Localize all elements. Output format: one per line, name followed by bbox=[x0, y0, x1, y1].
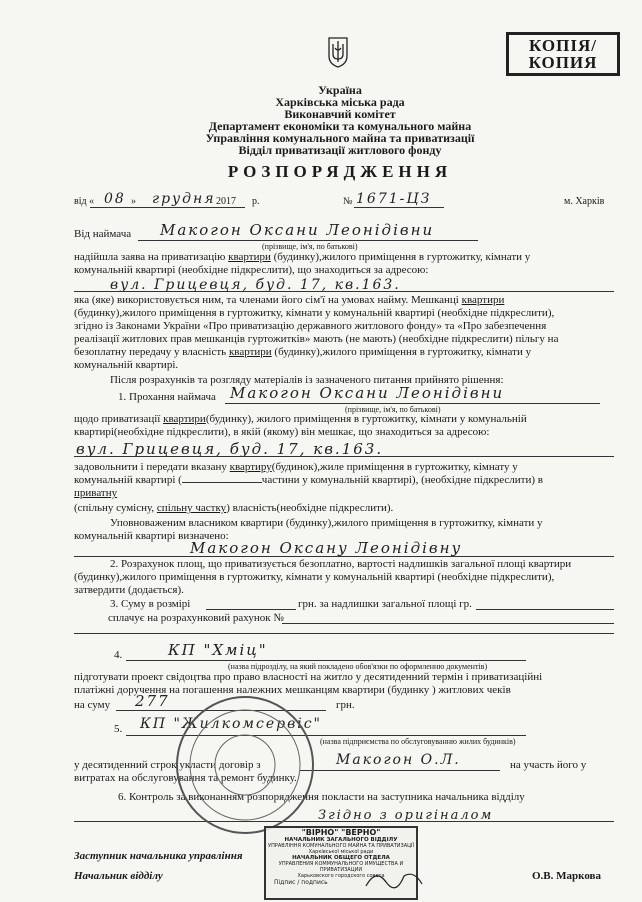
p13b: частини у комунальній квартирі), (необхідне підкреслити) в bbox=[261, 474, 543, 486]
p23: підготувати проект свідоцтва про право власності на житло у десятиденний термін і приватизаційні bbox=[74, 671, 543, 683]
paragraph-transfer bbox=[74, 461, 614, 515]
item1-hint: (прізвище, ім'я, по батькові) bbox=[345, 405, 441, 414]
p7b: квартири bbox=[228, 346, 272, 358]
p15c: ) власність(необхідне підкреслити). bbox=[226, 502, 394, 514]
header-line-department: Департамент економіки та комунального майна bbox=[208, 119, 472, 133]
p20: затвердити (додається). bbox=[74, 584, 184, 596]
p7c: (будинку),жилого приміщення в гуртожитку, кімнати у bbox=[271, 346, 532, 358]
verno-line4: Харківської міської ради bbox=[308, 849, 374, 855]
date-prefix: від « bbox=[74, 196, 95, 207]
p18: 2. Розрахунок площ, що приватизується безоплатно, вартості надлишків загальної площі квартири bbox=[110, 558, 572, 570]
org2: КП "Жилкомсервіс" bbox=[140, 716, 322, 732]
date-year: 2017 bbox=[216, 196, 236, 207]
header-line-council: Харківська міська рада bbox=[275, 95, 405, 109]
signature-head: Начальник відділу bbox=[74, 870, 163, 882]
p10c: (будинку), жилого приміщення в гуртожитку, кімнати у комунальній bbox=[205, 413, 527, 425]
fio-hint: (прізвище, ім'я, по батькові) bbox=[262, 242, 358, 251]
p5: згідно із Законами України «Про приватизацію державного житлового фонду» та «Про забезпечення bbox=[74, 320, 547, 332]
copy-stamp-line2: КОПИЯ bbox=[528, 53, 598, 72]
verno-line1: "ВІРНО" "ВЕРНО" bbox=[301, 828, 381, 837]
verno-line2: НАЧАЛЬНИК ЗАГАЛЬНОГО ВІДДІЛУ bbox=[284, 837, 398, 843]
item4-label: 4. bbox=[114, 649, 123, 661]
decision-intro: Після розрахунків та розгляду матеріалів із зазначеного питання прийнято рішення: bbox=[110, 374, 504, 386]
p19: (будинку),жилого приміщення в гуртожитку, кімнати у комунальній квартирі (необхідне підкреслити), bbox=[74, 571, 555, 583]
p14: приватну bbox=[74, 487, 118, 499]
date-day: 08 bbox=[104, 191, 126, 207]
sum-currency: грн. bbox=[336, 699, 355, 711]
paragraph-item1 bbox=[74, 413, 614, 439]
p24: платіжні доручення на погашення належних мешканцям квартири (будинку ) житлових чеків bbox=[74, 684, 511, 696]
p12a: задовольнити і передати вказану bbox=[74, 461, 230, 473]
date-year-suffix: р. bbox=[252, 196, 260, 207]
signature-deputy: Заступник начальника управління bbox=[74, 850, 243, 862]
verno-line6: УПРАВЛЕНИЯ КОММУНАЛЬНОГО ИМУЩЕСТВА И ПРИВАТИЗАЦИИ bbox=[278, 861, 404, 873]
verno-line5: НАЧАЛЬНИК ОБЩЕГО ОТДЕЛА bbox=[292, 855, 390, 861]
header-line-management: Управління комунального майна та приватизації bbox=[205, 131, 475, 145]
number-label: № bbox=[343, 196, 353, 207]
paragraph-usage bbox=[74, 294, 614, 372]
signature-head-name: О.В. Маркова bbox=[532, 870, 602, 882]
p17: комунальній квартирі визначено: bbox=[74, 530, 229, 542]
paragraph-item2 bbox=[74, 558, 614, 597]
p3a: яка (яке) використовується ним, та членами його сім'ї на умовах найму. Мешканці bbox=[74, 294, 462, 306]
signer: Макогон О.Л. bbox=[336, 752, 461, 768]
p1a: надійшла заява на приватизацію bbox=[74, 251, 229, 263]
p1b: квартири bbox=[228, 251, 271, 263]
item3-a: 3. Суму в розмірі bbox=[110, 598, 191, 610]
address2: вул. Грицевця, буд. 17, кв.163. bbox=[76, 440, 384, 458]
verno-line7: Харьковского городского совета bbox=[297, 873, 385, 879]
verno-line8: Підпис / подпись bbox=[274, 879, 328, 886]
p16: Уповноваженим власником квартири (будинку),жилого приміщення в гуртожитку, кімнати у bbox=[110, 517, 543, 529]
org-hint: (назва підрозділу, на який покладено обов'язки по оформленню документів) bbox=[228, 662, 488, 671]
date-close: » bbox=[131, 196, 136, 207]
p15a: (спільну сумісну, bbox=[74, 502, 157, 514]
item1-label: 1. Прохання наймача bbox=[118, 391, 216, 403]
p8: комунальній квартирі. bbox=[74, 359, 179, 371]
item1-name: Макогон Оксани Леонідівни bbox=[230, 384, 505, 402]
item5-a: у десятиденний строк укласти договір з bbox=[74, 759, 261, 771]
p11: квартирі(необхідне підкреслити), в якій (якому) він мешкає, що знаходиться за адресою: bbox=[74, 426, 490, 438]
p12c: (будинок),жиле приміщення в гуртожитку, кімнату у bbox=[271, 461, 518, 473]
copy-stamp bbox=[506, 32, 620, 76]
verno-line3: УПРАВЛІННЯ КОМУНАЛЬНОГО МАЙНА ТА ПРИВАТИЗАЦІЇ bbox=[268, 843, 414, 849]
date-month: грудня bbox=[152, 191, 216, 207]
paragraph-intro bbox=[74, 251, 614, 277]
copy-stamp-line1: КОПІЯ/ bbox=[529, 36, 597, 55]
item6: 6. Контроль за виконанням розпорядження покласти на заступника начальника відділу bbox=[118, 791, 525, 803]
document-title: РОЗПОРЯДЖЕННЯ bbox=[227, 162, 453, 181]
org1: КП "Хміц" bbox=[168, 641, 268, 659]
document-number: 1671-ЦЗ bbox=[356, 191, 432, 207]
address: вул. Грицевця, буд. 17, кв.163. bbox=[110, 277, 401, 293]
applicant-name: Макогон Оксани Леонідівни bbox=[160, 221, 435, 239]
p4: (будинку),жилого приміщення в гуртожитку, кімнати у комунальній квартирі (необхідне підкреслити), bbox=[74, 307, 555, 319]
p3b: квартири bbox=[461, 294, 505, 306]
stamp-note: Згідно з оригіналом bbox=[318, 808, 494, 823]
coat-of-arms-icon bbox=[327, 36, 349, 68]
round-seal-icon bbox=[170, 690, 320, 840]
signature-icon bbox=[364, 864, 424, 894]
p15b: спільну частку bbox=[156, 502, 227, 514]
item5-b: на участь його у bbox=[510, 759, 587, 771]
p10a: щодо приватизації bbox=[74, 413, 164, 425]
p10b: квартири bbox=[163, 413, 206, 425]
item3-account: сплачує на розрахунковий рахунок № bbox=[108, 612, 284, 624]
p13a: комунальній квартирі ( bbox=[74, 474, 182, 486]
org2-hint: (назва підприємства по обслуговуванню жилих будинків) bbox=[320, 737, 516, 746]
from-label: Від наймача bbox=[74, 228, 132, 240]
header-line-exec: Виконавчий комітет bbox=[284, 107, 396, 121]
header-line-division: Відділ приватизації житлового фонду bbox=[238, 143, 442, 157]
p12b: квартиру bbox=[229, 461, 272, 473]
item3-b: грн. за надлишки загальної площі гр. bbox=[298, 598, 472, 610]
sum-value: 277 bbox=[135, 692, 170, 710]
p6: реалізації житлових прав мешканців гуртожитків» мають (не мають) (необхідне підкреслити) пільгу на bbox=[74, 333, 559, 345]
item5-label: 5. bbox=[114, 723, 123, 735]
item5-c: витратах на обслуговування та ремонт будинку. bbox=[74, 772, 297, 784]
p7a: безоплатну передачу у власність bbox=[74, 346, 229, 358]
owner-name: Макогон Оксану Леонідівну bbox=[190, 539, 463, 557]
header-block bbox=[140, 84, 540, 156]
header-line-country: Україна bbox=[318, 83, 362, 97]
sum-label: на суму bbox=[74, 699, 111, 711]
city: м. Харків bbox=[564, 196, 605, 207]
p2: комунальній квартирі (необхідне підкреслити), що знаходиться за адресою: bbox=[74, 264, 429, 276]
p1c: (будинку),жилого приміщення в гуртожитку, кімнати у bbox=[270, 251, 531, 263]
